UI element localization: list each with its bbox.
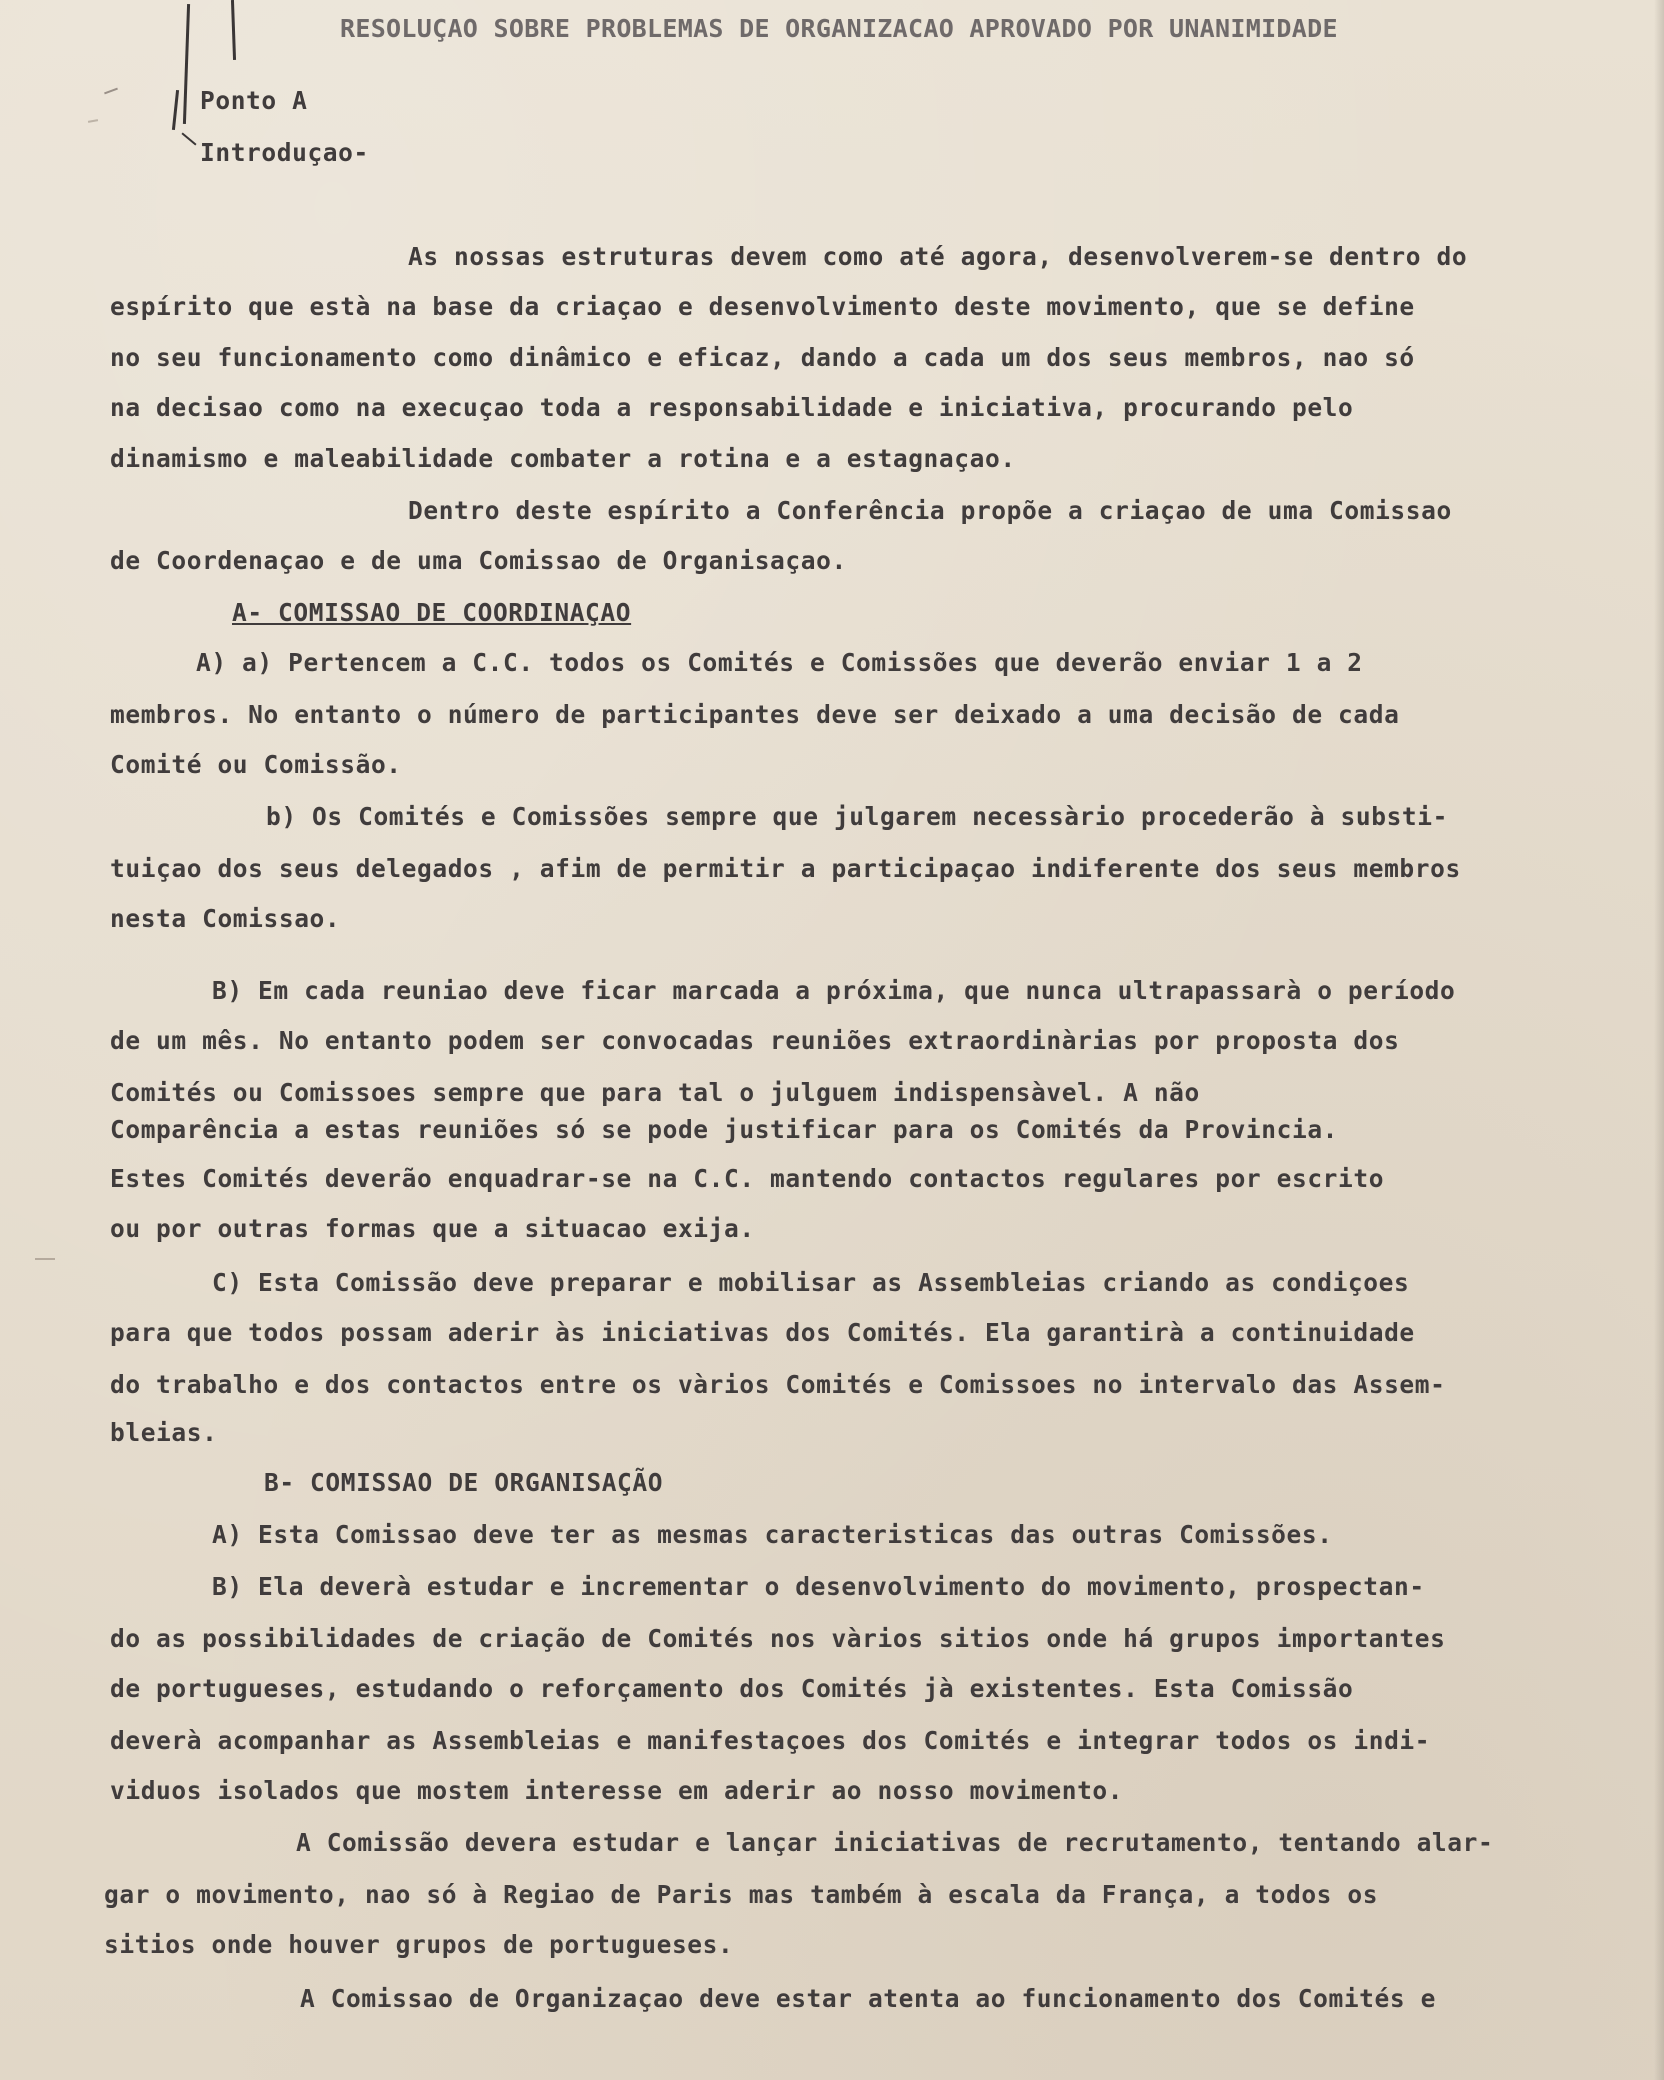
text-line: para que todos possam aderir às iniciativas dos Comités. Ela garantirà a continuidade [110,1318,1415,1347]
point-label: Ponto A [200,86,308,115]
text-line: Dentro deste espírito a Conferência propõe a criaçao de uma Comissao [408,496,1452,525]
page-edge-shadow [1654,0,1664,2080]
text-line: Comparência a estas reuniões só se pode justificar para os Comités da Provincia. [110,1115,1339,1144]
text-line: nesta Comissao. [110,904,341,933]
text-line: b) Os Comités e Comissões sempre que julgarem necessàrio procederão à substi- [266,802,1448,831]
text-line: de um mês. No entanto podem ser convocadas reuniões extraordinàrias por proposta dos [110,1026,1400,1055]
text-line: de portugueses, estudando o reforçamento dos Comités jà existentes. Esta Comissão [110,1674,1354,1703]
text-line: sitios onde houver grupos de portugueses. [104,1930,734,1959]
text-line: Estes Comités deverão enquadrar-se na C.C. mantendo contactos regulares por escrito [110,1164,1385,1193]
text-line: dinamismo e maleabilidade combater a rotina e a estagnaçao. [110,444,1016,473]
margin-pen-stroke [181,132,196,145]
section-heading-coordination: A- COMISSAO DE COORDINAÇAO [232,598,632,627]
text-line: no seu funcionamento como dinâmico e eficaz, dando a cada um dos seus membros, nao só [110,343,1415,372]
text-line: B) Em cada reuniao deve ficar marcada a próxima, que nunca ultrapassarà o período [212,976,1456,1005]
intro-heading: Introduçao- [200,138,369,167]
document-title: RESOLUÇAO SOBRE PROBLEMAS DE ORGANIZACAO APROVADO POR UNANIMIDADE [340,14,1338,43]
text-line: As nossas estruturas devem como até agora, desenvolverem-se dentro do [408,242,1468,271]
text-line: membros. No entanto o número de participantes deve ser deixado a uma decisão de cada [110,700,1400,729]
margin-pen-stroke [88,119,98,123]
section-heading-organisation: B- COMISSAO DE ORGANISAÇÃO [264,1468,664,1497]
text-line: bleias. [110,1418,218,1447]
text-line: Comité ou Comissão. [110,750,402,779]
margin-pen-stroke [231,0,236,60]
margin-pen-stroke [183,4,190,124]
margin-pen-stroke [35,1258,55,1260]
text-line: gar o movimento, nao só à Regiao de Paris mas também à escala da França, a todos os [104,1880,1379,1909]
text-line: de Coordenaçao e de uma Comissao de Organisaçao. [110,546,847,575]
text-line: do trabalho e dos contactos entre os vàrios Comités e Comissoes no intervalo das Assem- [110,1370,1446,1399]
text-line: tuiçao dos seus delegados , afim de permitir a participaçao indiferente dos seus membros [110,854,1461,883]
text-line: deverà acompanhar as Assembleias e manifestaçoes dos Comités e integrar todos os indi- [110,1726,1431,1755]
text-line: A) a) Pertencem a C.C. todos os Comités e Comissões que deverão enviar 1 a 2 [196,648,1363,677]
text-line: na decisao como na execuçao toda a responsabilidade e iniciativa, procurando pelo [110,393,1354,422]
text-line: B) Ela deverà estudar e incrementar o desenvolvimento do movimento, prospectan- [212,1572,1425,1601]
text-line: espírito que està na base da criaçao e desenvolvimento deste movimento, que se define [110,292,1415,321]
text-line: A Comissão devera estudar e lançar iniciativas de recrutamento, tentando alar- [296,1828,1494,1857]
text-line: A) Esta Comissao deve ter as mesmas caracteristicas das outras Comissões. [212,1520,1333,1549]
text-line: C) Esta Comissão deve preparar e mobilisar as Assembleias criando as condiçoes [212,1268,1410,1297]
margin-pen-stroke [172,90,179,130]
text-line: do as possibilidades de criação de Comités nos vàrios sitios onde há grupos importantes [110,1624,1446,1653]
text-line: viduos isolados que mostem interesse em aderir ao nosso movimento. [110,1776,1124,1805]
text-line: A Comissao de Organizaçao deve estar atenta ao funcionamento dos Comités e [300,1984,1436,2013]
margin-pen-stroke [104,88,118,95]
text-line: ou por outras formas que a situacao exija. [110,1214,755,1243]
text-line: Comités ou Comissoes sempre que para tal o julguem indispensàvel. A não [110,1078,1200,1107]
